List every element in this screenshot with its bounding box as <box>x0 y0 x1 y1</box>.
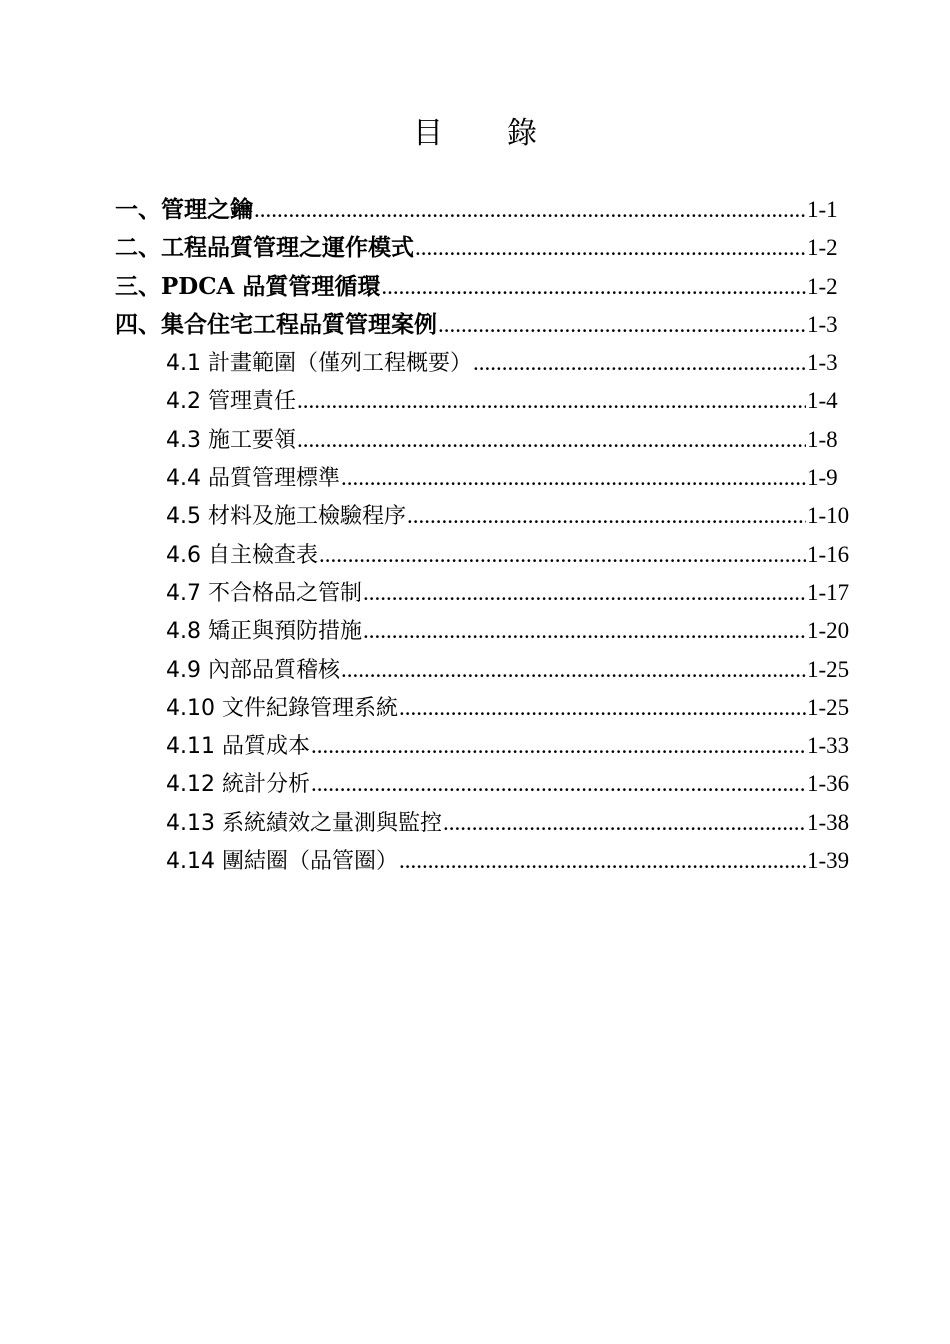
toc-leader-dots <box>363 612 806 650</box>
toc-subentry-page: 1-20 <box>807 618 850 644</box>
toc-leader-dots <box>254 191 806 229</box>
toc-subentry-label: 4.7 不合格品之管制 <box>166 580 362 606</box>
toc-entry-page: 1-3 <box>807 311 838 337</box>
toc-subentry[interactable] <box>115 382 855 420</box>
toc-entry-page: 1-2 <box>807 235 838 261</box>
toc-subentry-label: 4.4 品質管理標準 <box>166 466 340 492</box>
toc-leader-dots <box>438 306 806 344</box>
toc-subentry-page: 1-39 <box>807 848 850 874</box>
toc-leader-dots <box>297 382 806 420</box>
toc-subentry-page: 1-38 <box>807 809 850 835</box>
toc-subentry[interactable] <box>115 612 855 650</box>
toc-subentry-page: 1-17 <box>807 579 850 605</box>
toc-leader-dots <box>443 804 806 842</box>
toc-subentry-page: 1-8 <box>807 426 838 452</box>
page-title <box>0 112 950 156</box>
toc-subentry-page: 1-33 <box>807 733 850 759</box>
toc-entry[interactable] <box>115 191 855 229</box>
toc-subentry-label: 4.8 矯正與預防措施 <box>166 619 362 645</box>
toc-entry-page: 1-2 <box>807 273 838 299</box>
toc-subentry-page: 1-4 <box>807 388 838 414</box>
toc-leader-dots <box>363 574 806 612</box>
toc-entry-label: 三、PDCA 品質管理循環 <box>115 272 381 300</box>
toc-leader-dots <box>473 344 806 382</box>
toc-subentry-page: 1-16 <box>807 541 850 567</box>
toc-subentry-label: 4.2 管理責任 <box>166 389 296 415</box>
table-of-contents <box>115 191 855 880</box>
toc-leader-dots <box>297 421 806 459</box>
toc-subentry-label: 4.1 計畫範圍（僅列工程概要） <box>166 351 472 377</box>
toc-entry-label: 四、集合住宅工程品質管理案例 <box>115 310 437 338</box>
toc-subentry-label: 4.10 文件紀錄管理系統 <box>166 695 398 721</box>
toc-leader-dots <box>311 765 806 803</box>
toc-subentry[interactable] <box>115 651 855 689</box>
toc-subentry[interactable] <box>115 536 855 574</box>
toc-leader-dots <box>407 497 806 535</box>
title-char-2: 錄 <box>507 116 537 151</box>
toc-subentry-page: 1-36 <box>807 771 850 797</box>
toc-subentry-label: 4.13 系統績效之量測與監控 <box>166 810 442 836</box>
toc-leader-dots <box>399 842 806 880</box>
toc-subentry-label: 4.5 材料及施工檢驗程序 <box>166 504 406 530</box>
toc-subentry[interactable] <box>115 497 855 535</box>
toc-leader-dots <box>415 229 806 267</box>
title-char-1: 目 <box>413 116 443 151</box>
toc-subentry[interactable] <box>115 574 855 612</box>
toc-entry-label: 二、工程品質管理之運作模式 <box>115 234 414 262</box>
toc-subentry-label: 4.11 品質成本 <box>166 734 310 760</box>
toc-subentry-label: 4.3 施工要領 <box>166 427 296 453</box>
toc-leader-dots <box>341 459 806 497</box>
toc-subentry[interactable] <box>115 459 855 497</box>
toc-subentry-page: 1-10 <box>807 503 850 529</box>
toc-subentry[interactable] <box>115 421 855 459</box>
toc-subentry-page: 1-25 <box>807 694 850 720</box>
toc-subentry[interactable] <box>115 842 855 880</box>
toc-entry-label: 一、管理之鑰 <box>115 196 253 223</box>
toc-leader-dots <box>399 689 806 727</box>
toc-entry[interactable] <box>115 268 855 306</box>
toc-subentry[interactable] <box>115 344 855 382</box>
toc-subentry-page: 1-25 <box>807 656 850 682</box>
toc-leader-dots <box>341 651 806 689</box>
toc-entry[interactable] <box>115 306 855 344</box>
toc-subentry[interactable] <box>115 804 855 842</box>
toc-entry-page: 1-1 <box>807 197 838 222</box>
toc-leader-dots <box>311 727 806 765</box>
toc-subentry-label: 4.14 團結圈（品管圈） <box>166 849 398 875</box>
toc-subentry[interactable] <box>115 765 855 803</box>
toc-subentry-label: 4.6 自主檢查表 <box>166 542 318 568</box>
toc-subentry-page: 1-9 <box>807 465 838 491</box>
toc-subentry[interactable] <box>115 727 855 765</box>
toc-entry[interactable] <box>115 229 855 267</box>
toc-leader-dots <box>381 268 806 306</box>
toc-subentry[interactable] <box>115 689 855 727</box>
toc-subentry-label: 4.12 統計分析 <box>166 772 310 798</box>
toc-subentry-label: 4.9 內部品質稽核 <box>166 657 340 683</box>
toc-leader-dots <box>319 536 806 574</box>
toc-subentry-page: 1-3 <box>807 350 838 376</box>
